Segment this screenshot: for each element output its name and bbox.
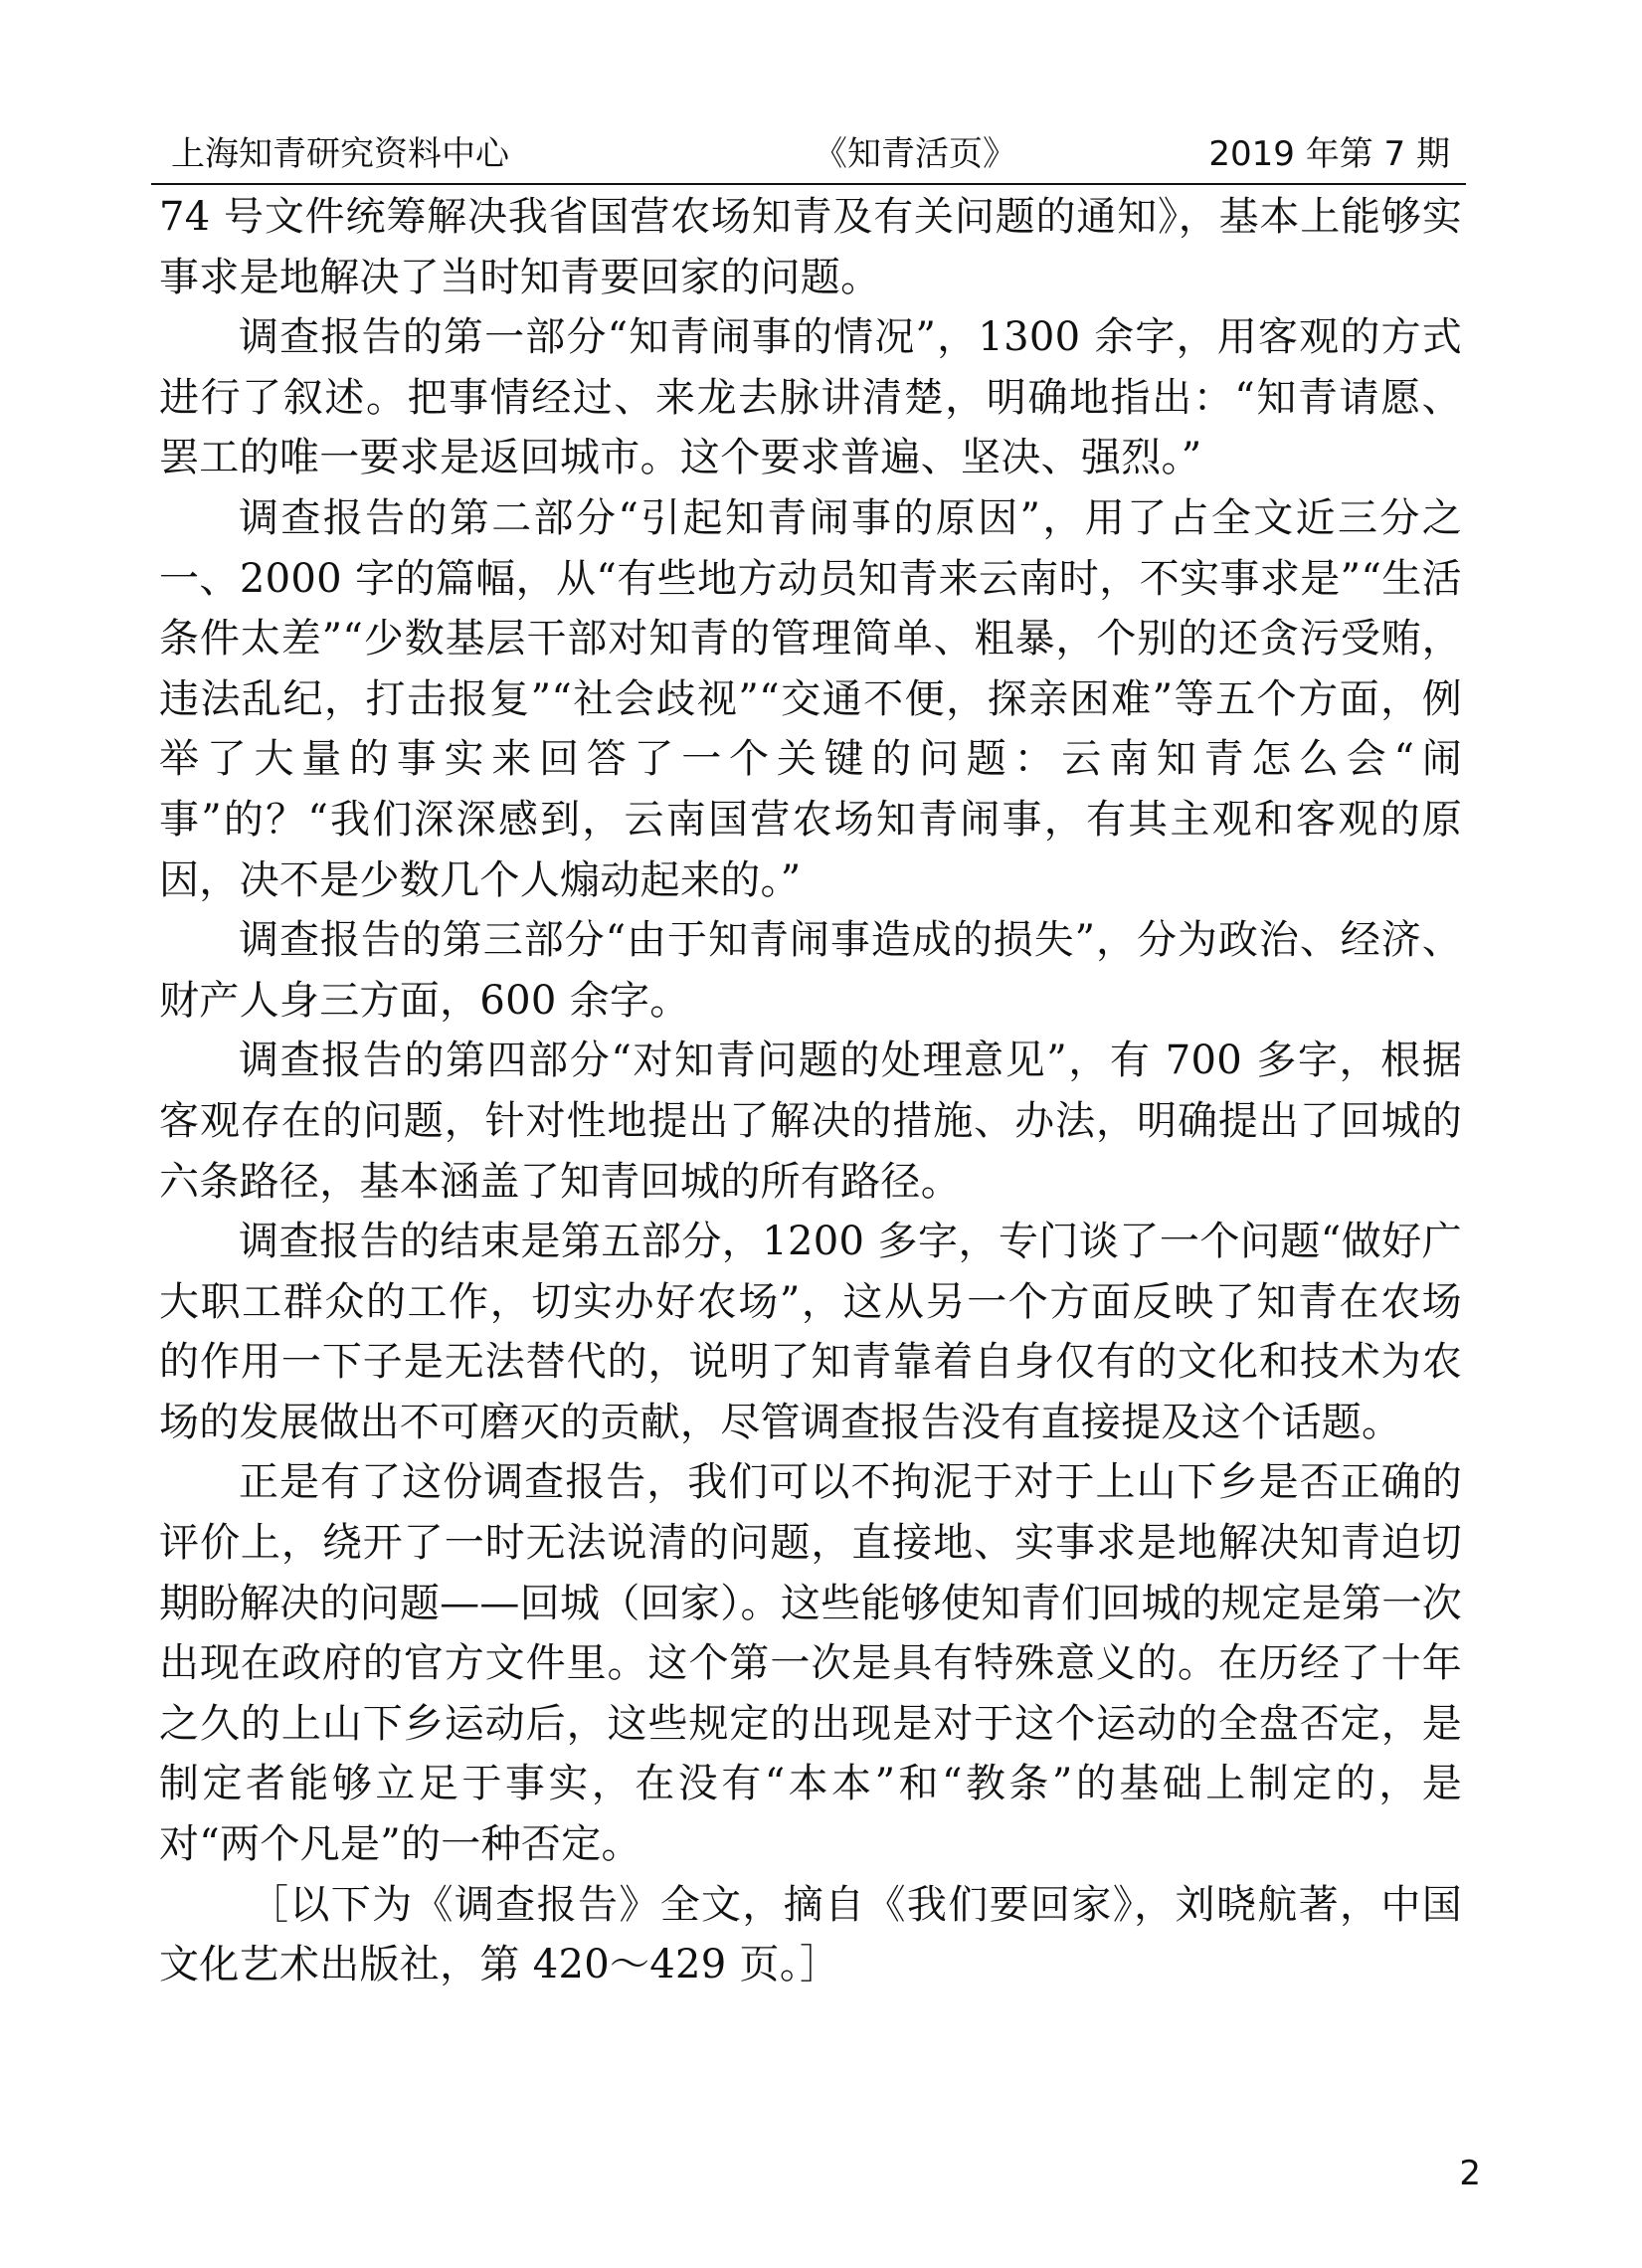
header-publication-title: 《知青活页》 xyxy=(814,134,1016,174)
paragraph-continuation: 74 号文件统筹解决我省国营农场知青及有关问题的通知》，基本上能够实事求是地解决了当时知青要回家的问题。 xyxy=(159,194,1462,300)
header-source: 上海知青研究资料中心 xyxy=(171,134,509,174)
paragraph-part-three: 调查报告的第三部分“由于知青闹事造成的损失”，分为政治、经济、财产人身三方面，600 余字。 xyxy=(159,917,1462,1024)
header-issue: 2019 年第 7 期 xyxy=(1208,134,1450,174)
paragraph-part-one: 调查报告的第一部分“知青闹事的情况”，1300 余字，用客观的方式进行了叙述。把事情经过、来龙去脉讲清楚，明确地指出：“知青请愿、罢工的唯一要求是返回城市。这个要求普遍、坚决、强烈。” xyxy=(159,314,1462,481)
paragraph-part-four: 调查报告的第四部分“对知青问题的处理意见”，有 700 多字，根据客观存在的问题，针对性地提出了解决的措施、办法，明确提出了回城的六条路径，基本涵盖了知青回城的所有路径。 xyxy=(159,1038,1462,1205)
article-body xyxy=(159,187,1462,1995)
header-divider xyxy=(151,183,1466,185)
page-header xyxy=(159,124,1462,184)
paragraph-significance: 正是有了这份调查报告，我们可以不拘泥于对于上山下乡是否正确的评价上，绕开了一时无法说清的问题，直接地、实事求是地解决知青迫切期盼解决的问题——回城（回家）。这些能够使知青们回城的规定是第一次出现在政府的官方文件里。这个第一次是具有特殊意义的。在历经了十年之久的上山下乡运动后，这些规定的出现是对于这个运动的全盘否定，是制定者能够立足于事实，在没有“本本”和“教条”的基础上制定的，是对“两个凡是”的一种否定。 xyxy=(159,1459,1462,1868)
paragraph-part-two: 调查报告的第二部分“引起知青闹事的原因”，用了占全文近三分之一、2000 字的篇幅，从“有些地方动员知青来云南时，不实事求是”“生活条件太差”“少数基层干部对知青的管理简单、粗暴，个别的还贪污受贿，违法乱纪，打击报复”“社会歧视”“交通不便，探亲困难”等五个方面，例举了大量的事实来回答了一个关键的问题：云南知青怎么会“闹事”的？“我们深深感到，云南国营农场知青闹事，有其主观和客观的原因，决不是少数几个人煽动起来的。” xyxy=(159,494,1462,903)
page-number: 2 xyxy=(1459,2154,1481,2193)
paragraph-source-note: ［以下为《调查报告》全文，摘自《我们要回家》，刘晓航著，中国文化艺术出版社，第 420～429 页。］ xyxy=(159,1881,1462,1988)
paragraph-part-five: 调查报告的结束是第五部分，1200 多字，专门谈了一个问题“做好广大职工群众的工作，切实办好农场”，这从另一个方面反映了知青在农场的作用一下子是无法替代的，说明了知青靠着自身仅有的文化和技术为农场的发展做出不可磨灭的贡献，尽管调查报告没有直接提及这个话题。 xyxy=(159,1219,1462,1445)
